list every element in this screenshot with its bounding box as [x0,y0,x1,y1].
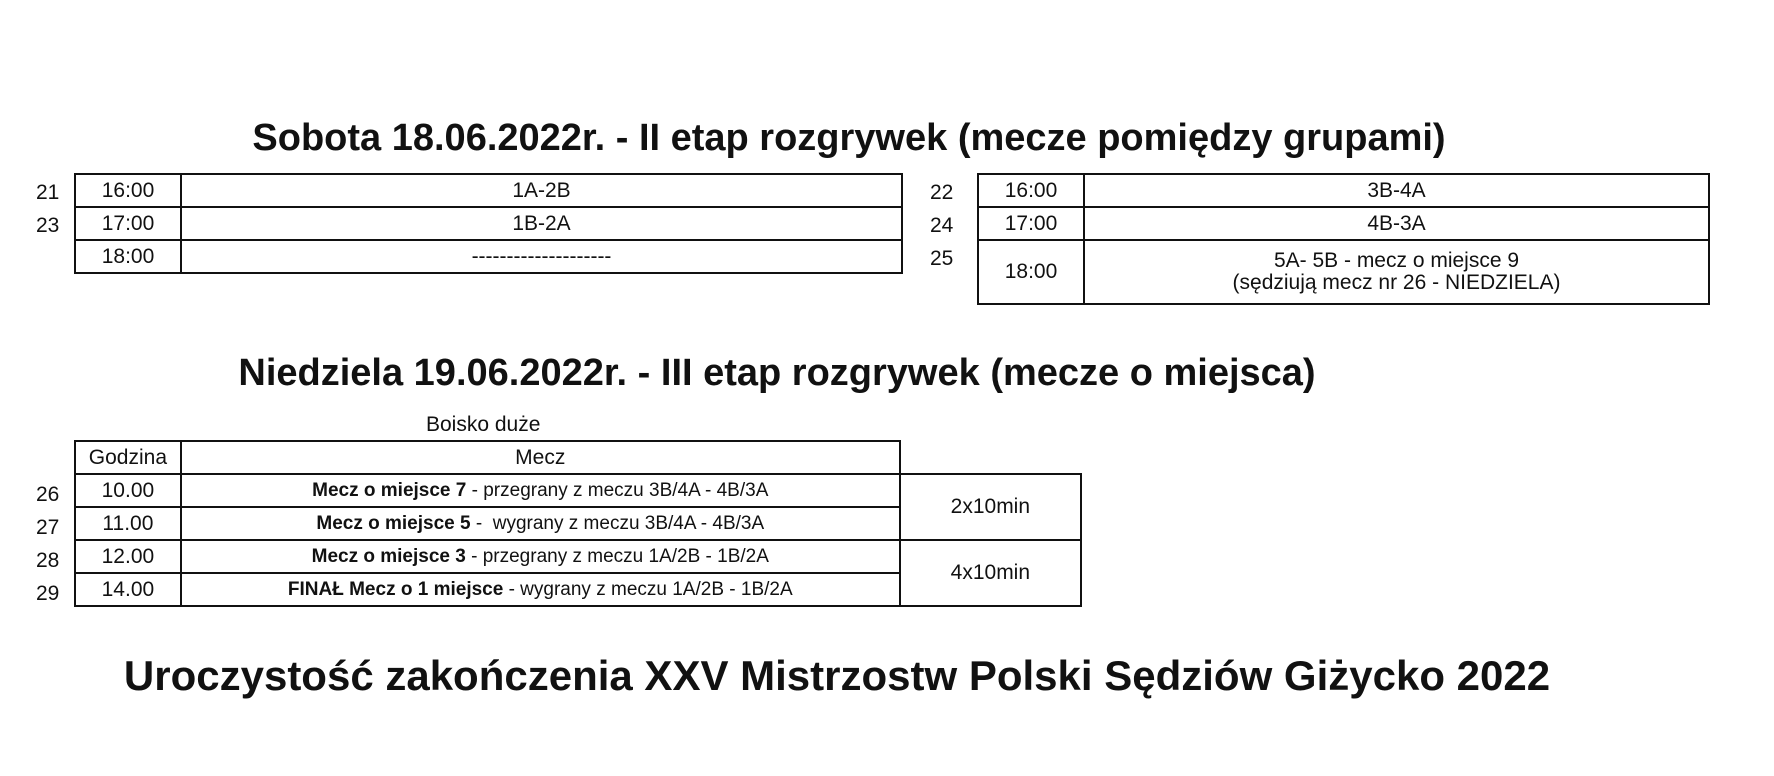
match-cell [181,540,900,573]
match-number: 22 [930,181,954,204]
table-row [75,207,902,240]
table-row [75,174,902,207]
match-cell: -------------------- [181,240,902,273]
match-title: FINAŁ Mecz o 1 miejsce [287,578,504,600]
time-cell: 17:00 [978,207,1084,240]
time-header: Godzina [75,441,181,474]
saturday-title: Sobota 18.06.2022r. - II etap rozgrywek (mecze pomiędzy grupami) [252,117,1446,159]
time-cell: 16:00 [978,174,1084,207]
referee-note: (sędziują mecz nr 26 - NIEDZIELA) [1232,271,1561,294]
match-number: 21 [36,181,60,204]
table-row [978,174,1709,207]
match-detail: - przegrany z meczu 3B/4A - 4B/3A [466,479,769,501]
saturday-left-table [74,173,903,274]
time-cell: 11.00 [75,507,181,540]
match-detail: - wygrany z meczu 1A/2B - 1B/2A [503,578,793,600]
table-row [75,540,1081,573]
time-cell: 17:00 [75,207,181,240]
table-row [75,474,1081,507]
match-title: Mecz o miejsce 5 [316,512,471,534]
match-cell [181,507,900,540]
match-cell: 1B-2A [181,207,902,240]
table-row [75,240,902,273]
match-number: 26 [36,483,60,506]
time-cell: 18:00 [75,240,181,273]
table-row [978,240,1709,304]
match-cell: 3B-4A [1084,174,1709,207]
match-number: 27 [36,516,60,539]
closing-ceremony-title: Uroczystość zakończenia XXV Mistrzostw Polski Sędziów Giżycko 2022 [123,652,1551,699]
time-cell: 10.00 [75,474,181,507]
match-detail: - wygrany z meczu 3B/4A - 4B/3A [470,512,765,534]
time-cell: 14.00 [75,573,181,606]
sunday-title: Niedziela 19.06.2022r. - III etap rozgrywek (mecze o miejsca) [238,352,1316,394]
duration-cell: 4x10min [900,540,1081,606]
match-number: 29 [36,582,60,605]
field-label: Boisko duże [426,413,541,436]
sunday-table [74,440,1082,607]
empty-cell [900,441,1081,474]
match-cell [1084,240,1709,304]
time-cell: 16:00 [75,174,181,207]
header-row [75,441,1081,474]
match-header: Mecz [181,441,900,474]
match-cell: 4B-3A [1084,207,1709,240]
time-cell: 18:00 [978,240,1084,304]
match-number: 25 [930,247,954,270]
saturday-right-table [977,173,1710,305]
time-cell: 12.00 [75,540,181,573]
match-number: 24 [930,214,954,237]
match-title: Mecz o miejsce 3 [311,545,466,567]
match-text: 5A- 5B - mecz o miejsce 9 [1273,249,1520,272]
match-cell: 1A-2B [181,174,902,207]
match-cell [181,474,900,507]
match-number: 23 [36,214,60,237]
match-title: Mecz o miejsce 7 [312,479,467,501]
match-detail: - przegrany z meczu 1A/2B - 1B/2A [465,545,769,567]
table-row [978,207,1709,240]
match-cell [181,573,900,606]
match-number: 28 [36,549,60,572]
duration-cell: 2x10min [900,474,1081,540]
